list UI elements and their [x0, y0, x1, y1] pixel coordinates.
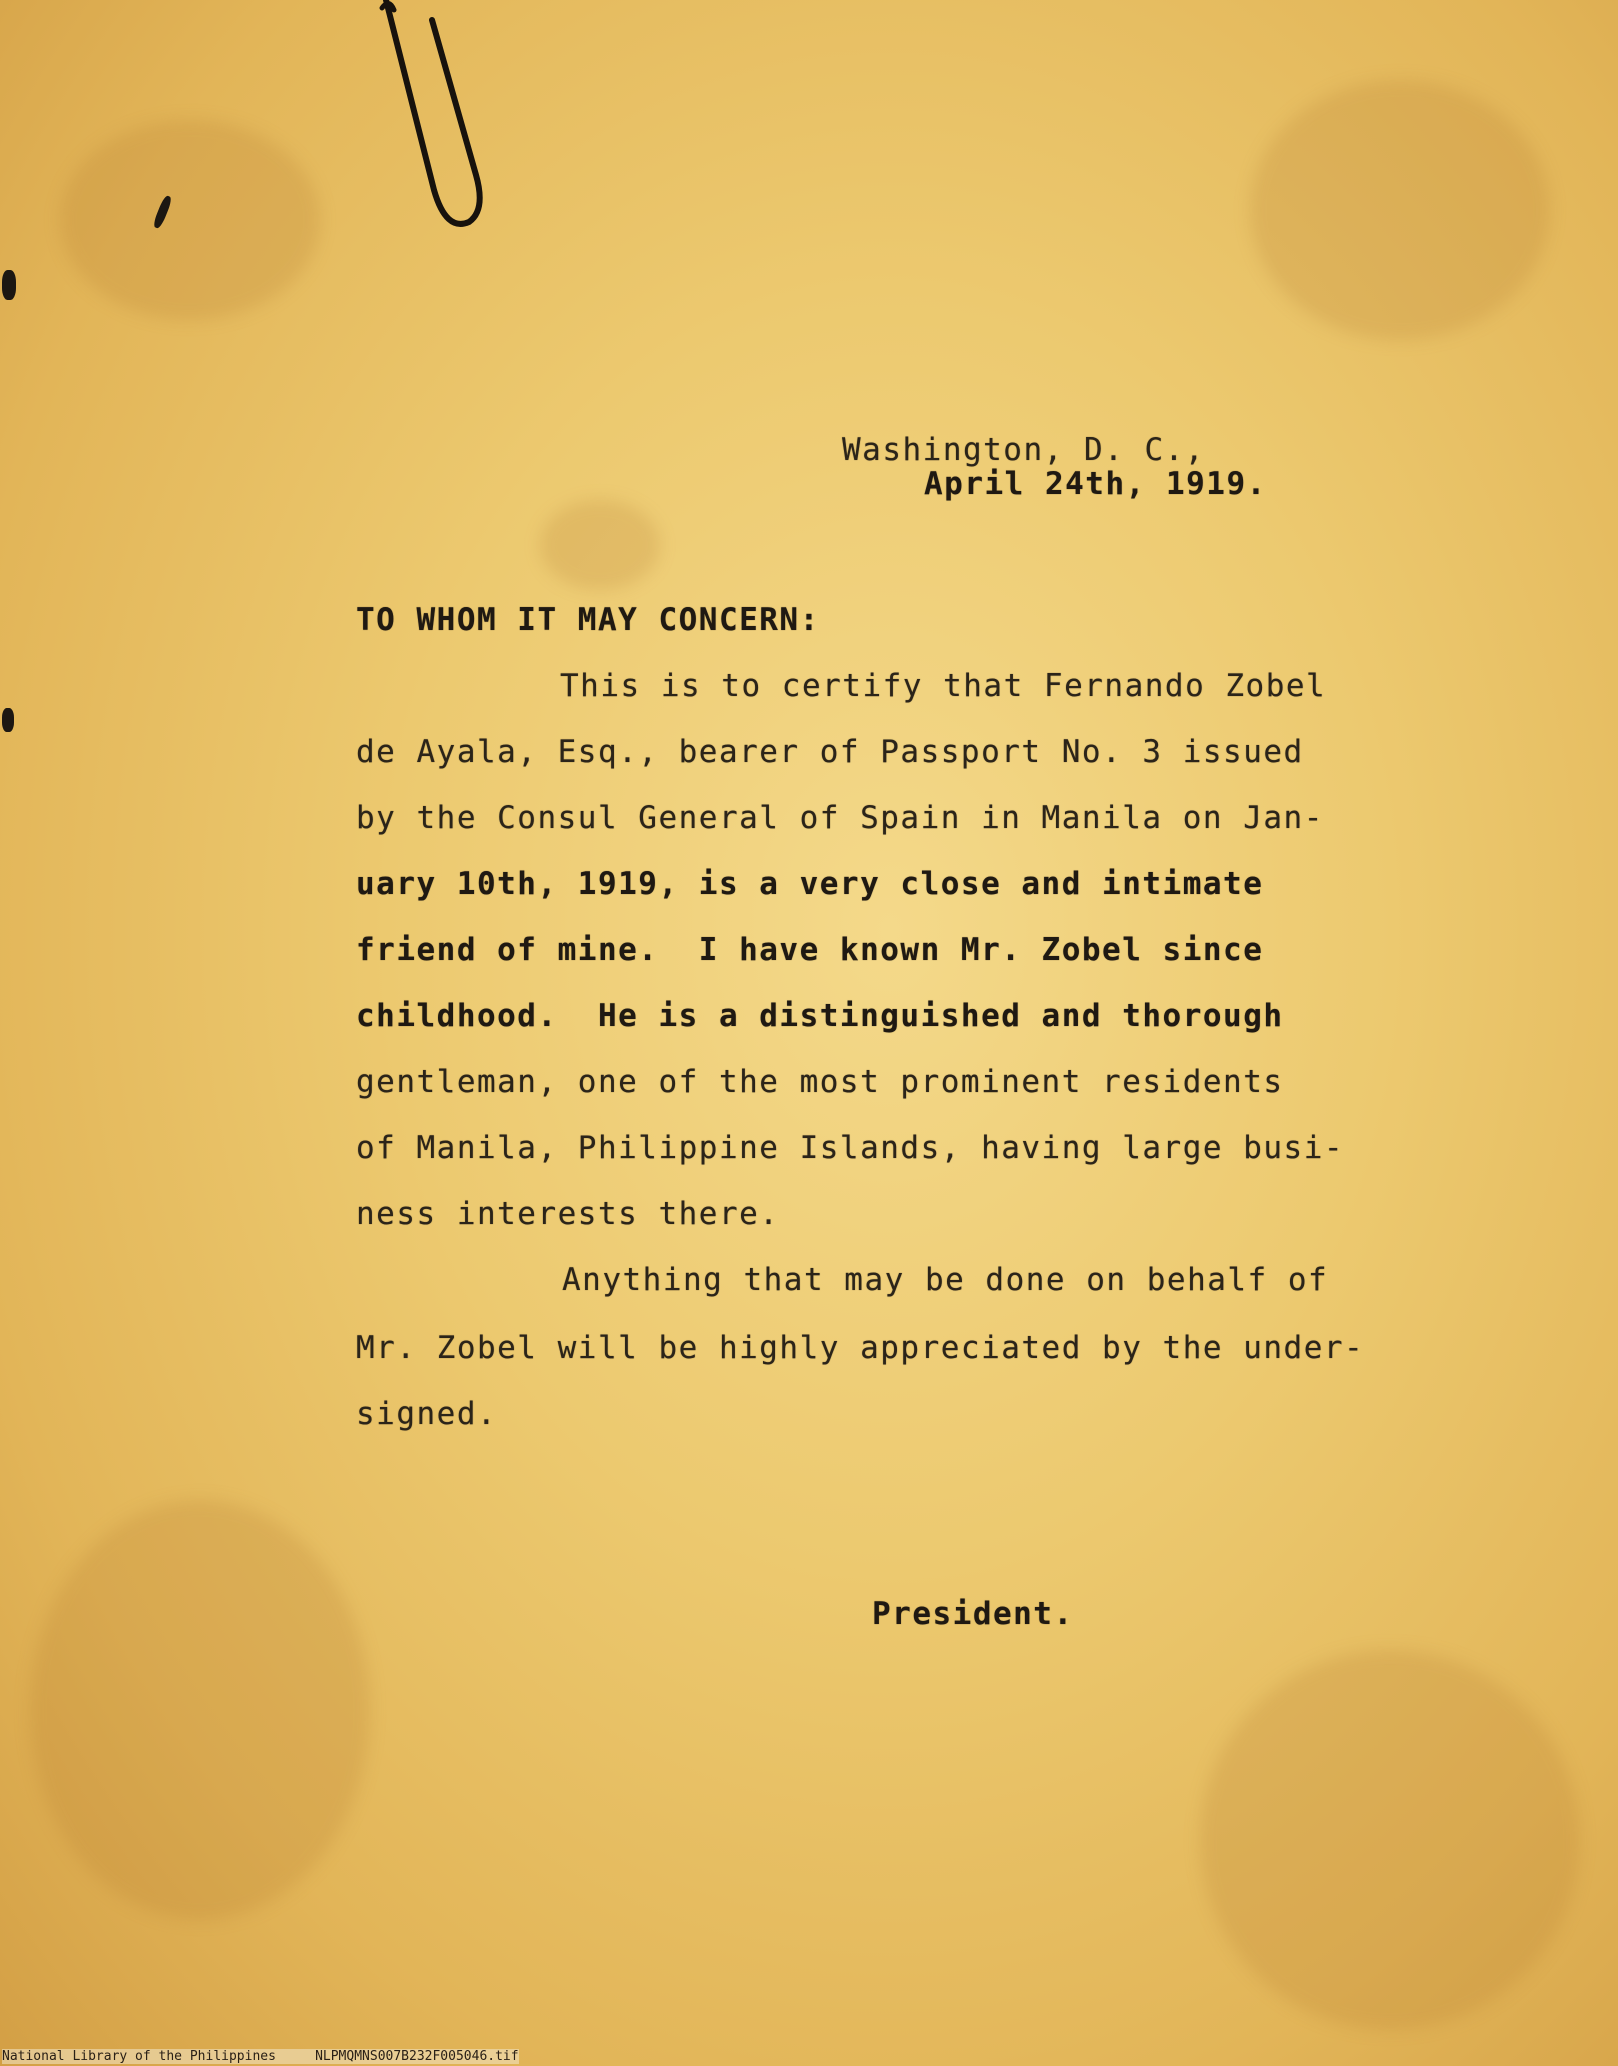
body-line: gentleman, one of the most prominent residents	[356, 1064, 1284, 1100]
body-line: This is to certify that Fernando Zobel	[560, 668, 1327, 704]
ink-mark	[2, 708, 14, 732]
paperclip-icon	[374, 0, 484, 235]
footer-institution: National Library of the Philippines	[2, 2049, 276, 2064]
paper-stain	[1250, 80, 1550, 340]
body-line: by the Consul General of Spain in Manila on Jan-	[356, 800, 1324, 836]
body-line: Anything that may be done on behalf of	[562, 1262, 1329, 1298]
paper-stain	[540, 500, 660, 590]
body-line: friend of mine. I have known Mr. Zobel since	[356, 932, 1264, 968]
body-line: childhood. He is a distinguished and thorough	[356, 998, 1284, 1034]
body-line: de Ayala, Esq., bearer of Passport No. 3 issued	[356, 734, 1304, 770]
body-line: Mr. Zobel will be highly appreciated by the under-	[356, 1330, 1365, 1366]
footer-file-id: NLPMQMNS007B232F005046.tif	[315, 2049, 519, 2064]
paper-stain	[30, 1500, 370, 1920]
signature-title: President.	[872, 1596, 1074, 1632]
paper-stain	[60, 120, 320, 320]
paper-stain	[1200, 1650, 1580, 2030]
letter-date: April 24th, 1919.	[924, 466, 1267, 502]
letter-place: Washington, D. C.,	[842, 432, 1205, 468]
letter-salutation: TO WHOM IT MAY CONCERN:	[356, 602, 820, 638]
body-line: uary 10th, 1919, is a very close and intimate	[356, 866, 1264, 902]
body-line: signed.	[356, 1396, 498, 1432]
body-line: ness interests there.	[356, 1196, 780, 1232]
body-line: of Manila, Philippine Islands, having large busi-	[356, 1130, 1345, 1166]
ink-mark	[2, 270, 16, 300]
archive-footer	[2, 2049, 519, 2064]
